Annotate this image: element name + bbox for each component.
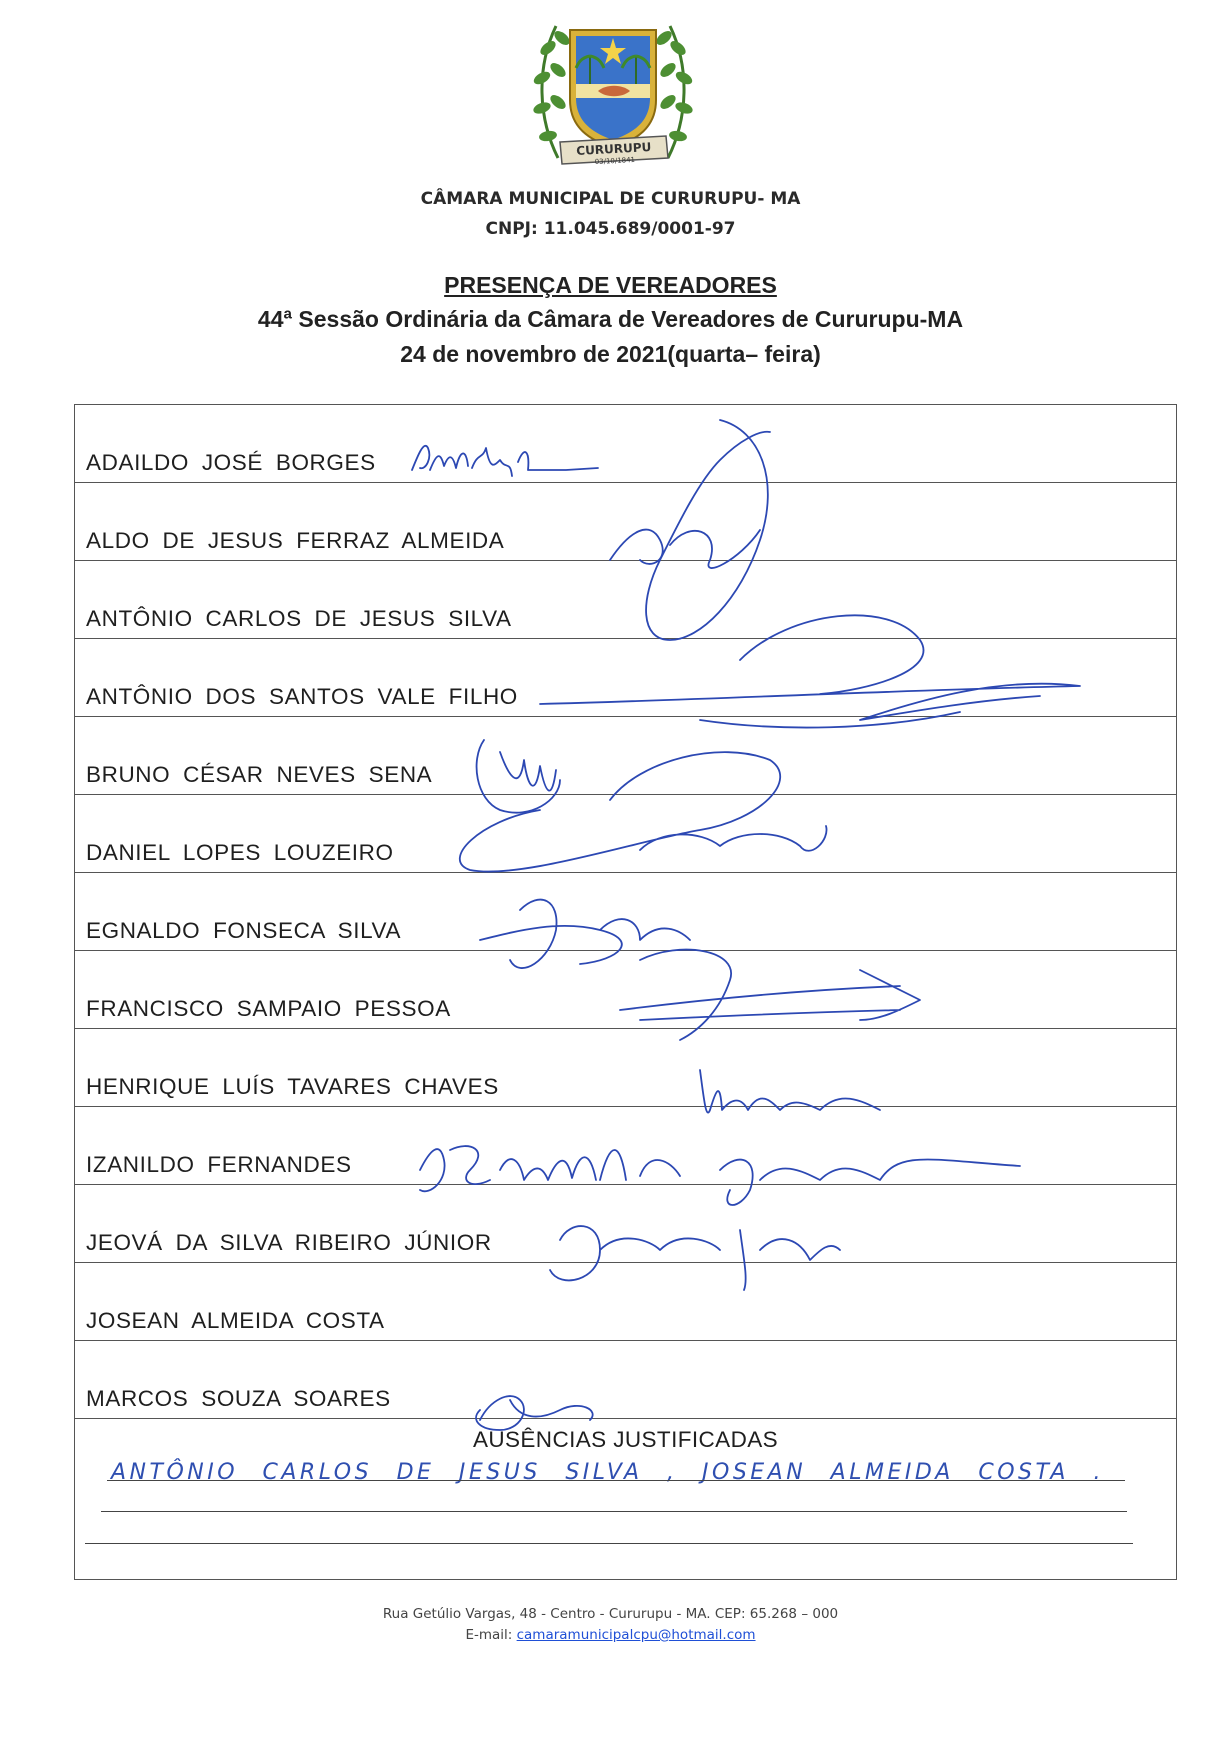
- absence-line: [107, 1480, 1125, 1481]
- attendance-row: [75, 561, 1176, 639]
- councilor-name: DANIEL LOPES LOUZEIRO: [86, 840, 394, 865]
- session-subtitle: 44ª Sessão Ordinária da Câmara de Vereadores de Cururupu-MA: [257, 306, 964, 332]
- institution-name: CÂMARA MUNICIPAL DE CURURUPU- MA: [420, 189, 801, 209]
- crest-banner-text: CURURUPU: [575, 140, 652, 158]
- crest-banner-date: 03/10/1841: [594, 155, 636, 167]
- councilor-name: MARCOS SOUZA SOARES: [86, 1386, 391, 1411]
- councilor-name: ANTÔNIO CARLOS DE JESUS SILVA: [86, 606, 512, 631]
- footer-address: Rua Getúlio Vargas, 48 - Centro - Cururupu - MA. CEP: 65.268 – 000: [382, 1606, 839, 1622]
- attendance-row: [75, 1107, 1176, 1185]
- attendance-row: [75, 639, 1176, 717]
- councilor-name: ANTÔNIO DOS SANTOS VALE FILHO: [86, 684, 518, 709]
- councilor-name: ADAILDO JOSÉ BORGES: [86, 450, 376, 475]
- attendance-sheet: [74, 404, 1177, 1580]
- councilor-name: ALDO DE JESUS FERRAZ ALMEIDA: [86, 528, 505, 553]
- handwritten-absences: ANTÔNIO CARLOS DE JESUS SILVA , JOSEAN ALMEIDA COSTA .: [111, 1460, 1104, 1485]
- councilor-name: EGNALDO FONSECA SILVA: [86, 918, 402, 943]
- attendance-row: [75, 1185, 1176, 1263]
- cnpj-number: CNPJ: 11.045.689/0001-97: [485, 219, 736, 239]
- councilor-name: JEOVÁ DA SILVA RIBEIRO JÚNIOR: [86, 1230, 492, 1255]
- councilor-name: IZANILDO FERNANDES: [86, 1152, 352, 1177]
- councilor-name: BRUNO CÉSAR NEVES SENA: [86, 762, 433, 787]
- councilor-name: JOSEAN ALMEIDA COSTA: [86, 1308, 385, 1333]
- attendance-row: [75, 951, 1176, 1029]
- email-link[interactable]: camaramunicipalcpu@hotmail.com: [516, 1627, 756, 1643]
- footer-email-line: [0, 1627, 1221, 1643]
- document-title: PRESENÇA DE VEREADORES: [444, 272, 777, 298]
- attendance-row: [75, 873, 1176, 951]
- attendance-row: [75, 1341, 1176, 1419]
- municipal-crest-logo: [518, 8, 708, 178]
- attendance-row: [75, 405, 1176, 483]
- attendance-row: [75, 1263, 1176, 1341]
- absence-line: [85, 1543, 1133, 1544]
- session-date: 24 de novembro de 2021(quarta– feira): [400, 341, 821, 367]
- email-label: E-mail:: [465, 1627, 513, 1643]
- absences-heading: AUSÊNCIAS JUSTIFICADAS: [472, 1427, 779, 1452]
- councilor-name: FRANCISCO SAMPAIO PESSOA: [86, 996, 451, 1021]
- attendance-row: [75, 717, 1176, 795]
- attendance-row: [75, 795, 1176, 873]
- absence-line: [101, 1511, 1127, 1512]
- councilor-name: HENRIQUE LUÍS TAVARES CHAVES: [86, 1074, 499, 1099]
- attendance-row: [75, 483, 1176, 561]
- attendance-row: [75, 1029, 1176, 1107]
